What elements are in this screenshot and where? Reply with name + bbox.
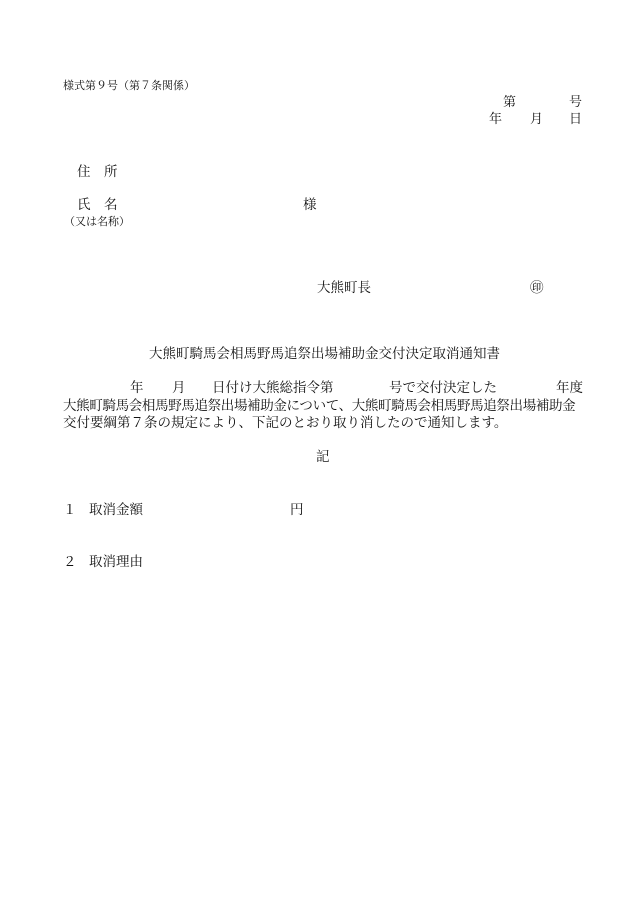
sender-title: 大熊町長: [317, 280, 371, 296]
body-line1-year: 年: [130, 380, 144, 396]
item-2-number: ２: [63, 554, 77, 570]
body-line1-date-ref: 日付け大熊総指令第: [212, 380, 334, 396]
date-month: 月: [530, 112, 544, 127]
ki-heading: 記: [316, 449, 330, 465]
honorific-sama: 様: [303, 197, 317, 213]
document-title: 大熊町騎馬会相馬野馬追祭出場補助金交付決定取消通知書: [149, 346, 500, 362]
doc-number-dai: 第: [503, 95, 517, 110]
body-line2: 大熊町騎馬会相馬野馬追祭出場補助金について、大熊町騎馬会相馬野馬追祭出場補助金: [63, 398, 576, 414]
body-line1-nendo: 年度: [556, 380, 583, 396]
item-1-label: 取消金額: [89, 502, 143, 518]
body-line1-month: 月: [172, 380, 186, 396]
item-1-unit: 円: [290, 502, 304, 518]
item-1-number: １: [63, 502, 77, 518]
name-note: （又は名称）: [64, 215, 130, 228]
form-label: 様式第９号（第７条関係）: [63, 79, 195, 92]
name-label: 氏 名: [77, 197, 118, 213]
item-2-label: 取消理由: [89, 554, 143, 570]
date-day: 日: [569, 112, 583, 127]
body-line3: 交付要綱第７条の規定により、下記のとおり取り消したので通知します。: [63, 415, 508, 431]
address-label: 住 所: [77, 164, 118, 180]
date-year: 年: [489, 112, 503, 127]
doc-number-go: 号: [569, 95, 583, 110]
seal-mark: ㊞: [530, 280, 544, 296]
body-line1-go-kettei: 号で交付決定した: [389, 380, 497, 396]
